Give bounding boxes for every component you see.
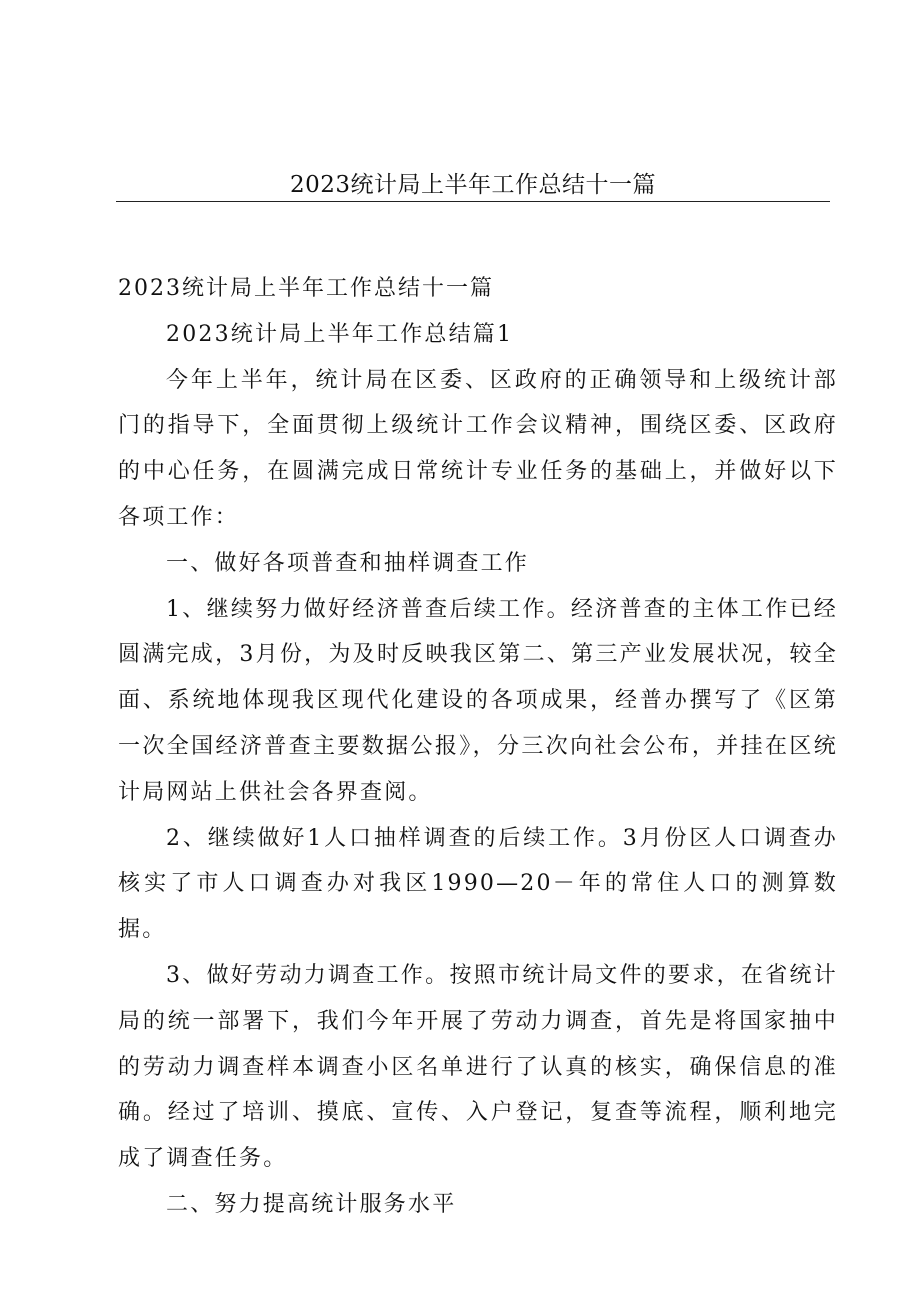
- document-title: 2023统计局上半年工作总结十一篇: [289, 172, 657, 198]
- title-underline: [116, 201, 830, 202]
- item-paragraph-3: 3、做好劳动力调查工作。按照市统计局文件的要求，在省统计局的统一部署下，我们今年开展了劳动力调查，首先是将国家抽中的劳动力调查样本调查小区名单进行了认真的核实，确保信息的准确。经过了培训、摸底、宣传、入户登记，复查等流程，顺利地完成了调查任务。: [118, 962, 838, 1172]
- section-heading-1: 一、做好各项普查和抽样调查工作: [166, 550, 530, 576]
- sub-heading: 2023统计局上半年工作总结篇1: [166, 321, 514, 347]
- item-paragraph-2: 2、继续做好1人口抽样调查的后续工作。3月份区人口调查办核实了市人口调查办对我区1990—20－年的常住人口的测算数据。: [118, 825, 838, 943]
- document-body: [118, 266, 838, 1228]
- intro-paragraph: 今年上半年，统计局在区委、区政府的正确领导和上级统计部门的指导下，全面贯彻上级统计工作会议精神，围绕区委、区政府的中心任务，在圆满完成日常统计专业任务的基础上，并做好以下各项工作：: [118, 367, 838, 530]
- item-paragraph-1: 1、继续努力做好经济普查后续工作。经济普查的主体工作已经圆满完成，3月份，为及时反映我区第二、第三产业发展状况，较全面、系统地体现我区现代化建设的各项成果，经普办撰写了《区第一次全国经济普查主要数据公报》，分三次向社会公布，并挂在区统计局网站上供社会各界查阅。: [118, 596, 838, 805]
- section-heading-2: 二、努力提高统计服务水平: [166, 1191, 457, 1217]
- main-heading: 2023统计局上半年工作总结十一篇: [118, 276, 494, 301]
